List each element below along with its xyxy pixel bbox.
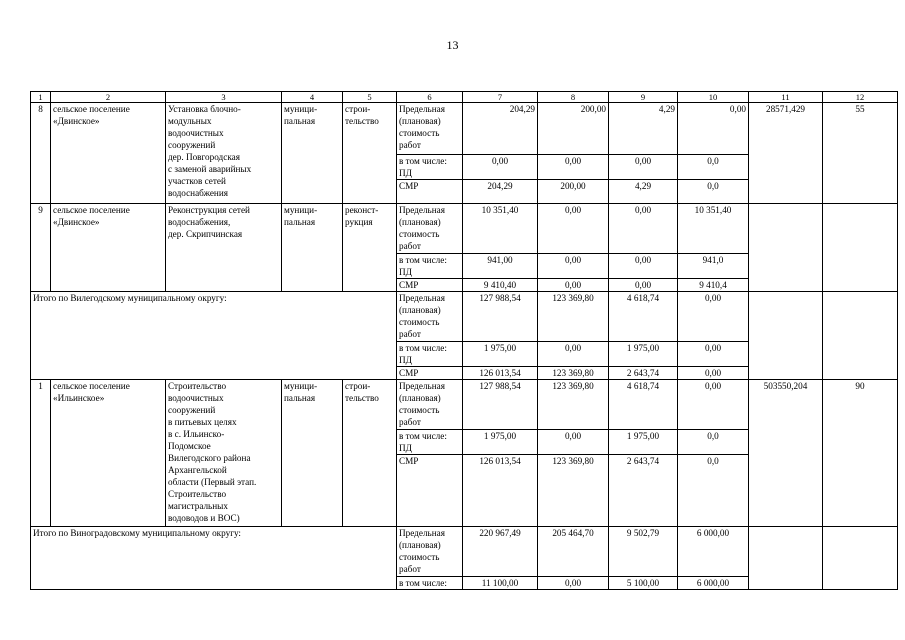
project-cell: Реконструкция сетей водоснабжения, дер. Скрипчинская	[166, 204, 282, 292]
settlement-cell: сельское поселение «Двинское»	[51, 204, 166, 292]
cost-label: в том числе: ПД	[397, 254, 463, 279]
value-cell: 9 410,40	[463, 279, 538, 292]
value-cell: 2 643,74	[609, 367, 678, 380]
value-cell: 4 618,74	[609, 380, 678, 430]
value-cell: 205 464,70	[538, 527, 609, 577]
value-cell: 0,00	[678, 380, 749, 430]
column-header: 12	[823, 92, 898, 103]
value-cell: 1 975,00	[609, 342, 678, 367]
value-cell: 127 988,54	[463, 380, 538, 430]
work-type-cell: строи- тельство	[343, 103, 397, 204]
empty-cell	[749, 292, 823, 380]
value-cell: 0,00	[538, 254, 609, 279]
column-header: 7	[463, 92, 538, 103]
cost-label: Предельная (плановая) стоимость работ	[397, 292, 463, 342]
value-cell: 0,0	[678, 180, 749, 204]
ownership-cell: муници- пальная	[282, 204, 343, 292]
value-cell: 1 975,00	[609, 430, 678, 455]
value-cell: 220 967,49	[463, 527, 538, 577]
value-cell: 10 351,40	[678, 204, 749, 254]
value-cell: 0,00	[538, 279, 609, 292]
value-cell: 1 975,00	[463, 342, 538, 367]
cost-label: Предельная (плановая) стоимость работ	[397, 527, 463, 577]
value-cell: 941,0	[678, 254, 749, 279]
value-cell: 0,00	[678, 292, 749, 342]
project-cell: Установка блочно- модульных водоочистных сооружений дер. Повгородская с заменой аварийных участков сетей водоснабжения	[166, 103, 282, 204]
value-cell: 9 502,79	[609, 527, 678, 577]
row-number: 1	[31, 380, 51, 527]
row-number: 9	[31, 204, 51, 292]
value-cell: 10 351,40	[463, 204, 538, 254]
settlement-cell: сельское поселение «Ильинское»	[51, 380, 166, 527]
empty-cell	[823, 204, 898, 292]
total-title: Итого по Виноградовскому муниципальному округу:	[31, 527, 397, 590]
value-cell: 0,0	[678, 155, 749, 180]
empty-cell	[749, 204, 823, 292]
ownership-cell: муници- пальная	[282, 380, 343, 527]
cost-label: СМР	[397, 180, 463, 204]
cost-label: в том числе:	[397, 577, 463, 590]
value-cell: 90	[823, 380, 898, 527]
work-type-cell: строи- тельство	[343, 380, 397, 527]
value-cell: 0,00	[538, 204, 609, 254]
column-header: 11	[749, 92, 823, 103]
column-header: 2	[51, 92, 166, 103]
value-cell: 0,00	[538, 430, 609, 455]
investment-table	[30, 91, 898, 590]
row-number: 8	[31, 103, 51, 204]
cost-label: в том числе: ПД	[397, 430, 463, 455]
value-cell: 0,00	[609, 279, 678, 292]
value-cell: 1 975,00	[463, 430, 538, 455]
value-cell: 0,00	[538, 342, 609, 367]
value-cell: 5 100,00	[609, 577, 678, 590]
value-cell: 0,00	[463, 155, 538, 180]
column-header: 9	[609, 92, 678, 103]
column-header: 1	[31, 92, 51, 103]
value-cell: 0,00	[538, 577, 609, 590]
column-number-row	[31, 92, 898, 103]
value-cell: 123 369,80	[538, 367, 609, 380]
table-row	[31, 103, 898, 155]
column-header: 4	[282, 92, 343, 103]
value-cell: 127 988,54	[463, 292, 538, 342]
cost-label: СМР	[397, 367, 463, 380]
page-number: 13	[446, 38, 459, 52]
value-cell: 28571,429	[749, 103, 823, 204]
total-row	[31, 527, 898, 577]
cost-label: в том числе: ПД	[397, 155, 463, 180]
value-cell: 941,00	[463, 254, 538, 279]
value-cell: 0,00	[678, 103, 749, 155]
empty-cell	[823, 527, 898, 590]
value-cell: 4,29	[609, 103, 678, 155]
project-cell: Строительство водоочистных сооружений в питьевых целях в с. Ильинско- Подомское Вилегодского района Архангельской области (Первый этап. Строительство магистральных водоводов и ВОС)	[166, 380, 282, 527]
value-cell: 204,29	[463, 103, 538, 155]
value-cell: 0,00	[678, 342, 749, 367]
value-cell: 204,29	[463, 180, 538, 204]
column-header: 3	[166, 92, 282, 103]
value-cell: 2 643,74	[609, 455, 678, 527]
value-cell: 200,00	[538, 180, 609, 204]
table-row	[31, 204, 898, 254]
value-cell: 503550,204	[749, 380, 823, 527]
column-header: 6	[397, 92, 463, 103]
column-header: 10	[678, 92, 749, 103]
value-cell: 123 369,80	[538, 292, 609, 342]
cost-label: в том числе: ПД	[397, 342, 463, 367]
ownership-cell: муници- пальная	[282, 103, 343, 204]
table-row	[31, 380, 898, 430]
value-cell: 4,29	[609, 180, 678, 204]
settlement-cell: сельское поселение «Двинское»	[51, 103, 166, 204]
value-cell: 126 013,54	[463, 367, 538, 380]
value-cell: 0,00	[609, 204, 678, 254]
total-title: Итого по Вилегодскому муниципальному округу:	[31, 292, 397, 380]
value-cell: 123 369,80	[538, 455, 609, 527]
column-header: 5	[343, 92, 397, 103]
cost-label: Предельная (плановая) стоимость работ	[397, 204, 463, 254]
value-cell: 6 000,00	[678, 577, 749, 590]
value-cell: 126 013,54	[463, 455, 538, 527]
column-header: 8	[538, 92, 609, 103]
value-cell: 11 100,00	[463, 577, 538, 590]
value-cell: 6 000,00	[678, 527, 749, 577]
value-cell: 0,00	[609, 155, 678, 180]
value-cell: 0,0	[678, 430, 749, 455]
empty-cell	[749, 527, 823, 590]
value-cell: 9 410,4	[678, 279, 749, 292]
value-cell: 200,00	[538, 103, 609, 155]
cost-label: Предельная (плановая) стоимость работ	[397, 380, 463, 430]
value-cell: 0,0	[678, 455, 749, 527]
value-cell: 55	[823, 103, 898, 204]
total-row	[31, 292, 898, 342]
value-cell: 123 369,80	[538, 380, 609, 430]
work-type-cell: реконст- рукция	[343, 204, 397, 292]
empty-cell	[823, 292, 898, 380]
value-cell: 4 618,74	[609, 292, 678, 342]
value-cell: 0,00	[609, 254, 678, 279]
cost-label: СМР	[397, 279, 463, 292]
value-cell: 0,00	[678, 367, 749, 380]
cost-label: СМР	[397, 455, 463, 527]
value-cell: 0,00	[538, 155, 609, 180]
cost-label: Предельная (плановая) стоимость работ	[397, 103, 463, 155]
